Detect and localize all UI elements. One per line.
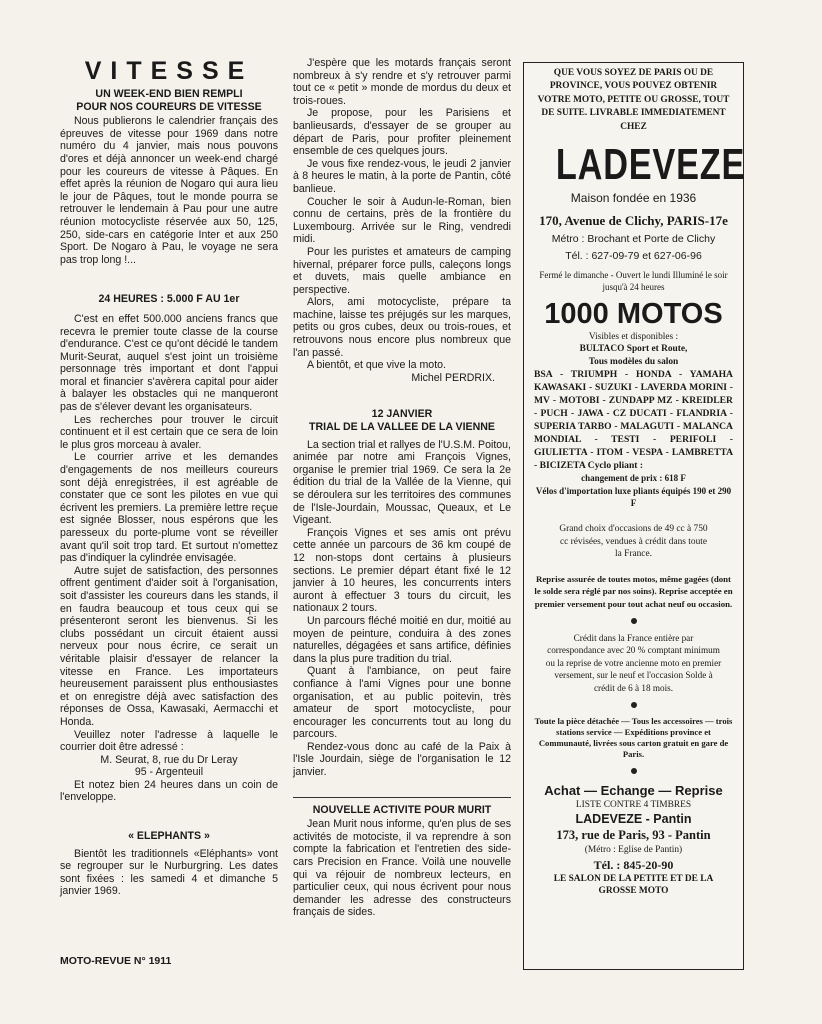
paragraph: La section trial et rallyes de l'U.S.M. Poitou, animée par notre ami François Vignes, organise le premier trial 1969. Ce sera la 2e édition du trial de la Vallée de la Vienne, qui se déroulera sur les territoires des communes de l'Isle-Jourdain, Moussac, Queaux, et Le Vigeant. <box>293 438 511 527</box>
paragraph: Pour les puristes et amateurs de camping hivernal, préparer force pulls, caleçons longs et duvets, mais quelle ambiance en perspective. <box>293 245 511 296</box>
paragraph: Jean Murit nous informe, qu'en plus de ses activités de motociste, il va reprendre à son compte la fabrication et l'entretien des side-cars Precision en France. Voilà une nouvelle qui va réjouir de nombreux lecteurs, en particulier ceux, qui nous écrivent pour nous demander les adresse des constructeurs français de sides. <box>293 818 511 919</box>
ad-brand-logo: LADEVEZE <box>555 140 746 190</box>
paragraph: François Vignes et ses amis ont prévu cette année un parcours de 36 km coupé de 12 non-stops dont certains à plusieurs sections. Le premier départ étant fixé le 12 janvier à 10 heures, les concurrents inters auront à effectuer 3 tours du circuit, les nationaux 2 tours. <box>293 526 511 615</box>
subheading-date: 12 JANVIER <box>371 408 433 421</box>
ad-pantin-address: 173, rue de Paris, 93 - Pantin <box>556 828 711 843</box>
ad-visible: Visibles et disponibles : <box>588 332 679 343</box>
ad-buy-exchange: Achat — Echange — Reprise <box>544 782 723 798</box>
ad-parts: Toute la pièce détachée — Tous les accessoires — trois stations service — Expéditions province et Communauté, livrées sous carton gratuit en gare de Paris. <box>534 715 733 759</box>
ad-founded: Maison fondée en 1936 <box>570 191 697 206</box>
ad-list: LISTE CONTRE 4 TIMBRES <box>575 799 692 810</box>
ad-bicycles: Vélos d'importation luxe pliants équipés 190 et 290 F <box>535 485 732 509</box>
ad-big-headline: 1000 MOTOS <box>544 298 723 331</box>
paragraph: Alors, ami motocycliste, prépare ta machine, laisse tes préjugés sur les marques, petits ou gros cubes, deux ou trois-roues, et retrouvons nous encore plus nombreux que l'an passé. <box>293 296 511 359</box>
paragraph: Rendez-vous donc au café de la Paix à l'Isle Jourdain, siège de l'organisation le 12 janvier. <box>293 740 511 779</box>
divider <box>293 797 511 798</box>
paragraph: A bientôt, et que vive la moto. <box>307 359 446 372</box>
headline: UN WEEK-END BIEN REMPLI <box>95 88 243 100</box>
article-column-2 <box>293 0 511 919</box>
subheading-trial: TRIAL DE LA VALLEE DE LA VIENNE <box>309 421 495 434</box>
ad-address: 170, Avenue de Clichy, PARIS-17e <box>539 213 728 229</box>
address-line: 95 - Argenteuil <box>134 766 204 779</box>
ad-brand-list: BSA - TRIUMPH - HONDA - YAMAHA KAWASAKI - SUZUKI - LAVERDA MORINI - MV - MOTOBI - ZUNDAPP MZ - KREIDLER - PUCH - JAWA - CZ DUCATI - FLANDRIA - SUPERIA TARBO - MALAGUTI - MALANCA MONDIAL - TESTI - PERIFOLI - GIULIETTA - ITOM - VESPA - LAMBRETTA - BICIZETA Cyclo pliant : <box>534 369 733 472</box>
paragraph: J'espère que les motards français seront nombreux à s'y rendre et s'y retrouver parmi tout ce « petit » monde de mordus du deux et trois-roues. <box>293 57 511 107</box>
ladeveze-advertisement <box>523 62 744 970</box>
ad-pantin-metro: (Métro : Eglise de Pantin) <box>584 845 683 856</box>
ad-intro: QUE VOUS SOYEZ DE PARIS OU DE PROVINCE, VOUS POUVEZ OBTENIR VOTRE MOTO, PETITE OU GROSSE, TOUT DE SUITE. LIVRABLE IMMEDIATEMENT CHEZ <box>537 68 730 132</box>
subheading-elephants: « ELEPHANTS » <box>128 830 210 843</box>
address-line: M. Seurat, 8, rue du Dr Leray <box>100 753 238 766</box>
paragraph: Je vous fixe rendez-vous, le jeudi 2 janvier à 8 heures le matin, à la porte de Pantin, côté banlieue. <box>293 157 511 195</box>
paragraph: Je propose, pour les Parisiens et banlieusards, d'essayer de se grouper au départ de Paris, pour profiter pleinement ensemble de ces quelques jours. <box>293 107 511 158</box>
ad-metro: Métro : Brochant et Porte de Clichy <box>551 233 716 246</box>
ad-trade-in: Reprise assurée de toutes motos, même gagées (dont le solde sera réglé par nos soins). Reprise acceptée en premier versement pour tout achat neuf ou occasion. <box>534 573 733 609</box>
ad-slogan: LE SALON DE LA PETITE ET DE LA GROSSE MOTO <box>553 873 714 897</box>
page-footer: MOTO-REVUE N° 1911 <box>60 955 172 967</box>
paragraph: Le courrier arrive et les demandes d'engagements de nos meilleurs coureurs sont déjà enregistrées, il est agréable de constater que ce sont les pilotes en vue qui écrivent les premiers. La première lettre reçue est signée Blosser, nous espérons que les paresseux du porte-plume vont se réveiller avant qu'il soit trop tard. Et surtout n'omettez pas d'indiquer la cylindrée envisagée. <box>60 451 278 565</box>
ad-salon: Tous modèles du salon <box>588 356 679 367</box>
ad-brands-bultaco: BULTACO Sport et Route, <box>579 344 688 355</box>
ad-pantin-brand: LADEVEZE - Pantin <box>575 812 692 827</box>
paragraph: Les recherches pour trouver le circuit continuent et il est certain que ce sera de loin le plus gros morceau à avaler. <box>60 413 278 451</box>
paragraph: Bientôt les traditionnels «Eléphants» vont se regrouper sur le Nurburgring. Les dates sont fixées : les samedi 4 et dimanche 5 janvier 1969. <box>60 847 278 898</box>
subheadline: POUR NOS COUREURS DE VITESSE <box>76 100 262 113</box>
ad-price-change: changement de prix : 618 F <box>581 473 686 484</box>
paragraph: Autre sujet de satisfaction, des personnes offrent gentiment d'aider soit à l'organisation, soit d'assister les coureurs dans les stands, il en faudra beaucoup et tous ceux qui se présenteront seront les bienvenus. Si les clubs possédant un circuit étaient aussi nerveux pour nous écrire, ce serait un véritable plaisir d'essayer de relancer la vitesse en France. Les importateurs heureusement paraissent plus enthousiastes et on enregistre déjà avec satisfaction des réponses de Ossa, Kawasaki, Aermacchi et Honda. <box>60 564 278 728</box>
ad-used-bikes: Grand choix d'occasions de 49 cc à 750 cc révisées, vendues à crédit dans toute la France. <box>559 524 708 560</box>
paragraph: Un parcours fléché moitié en dur, moitié au moyen de peinture, conduira à des zones naturelles, dégagées et sans artifice, définies dans la plus pure tradition du trial. <box>293 614 511 665</box>
ad-hours: Fermé le dimanche - Ouvert le lundi Illuminé le soir jusqu'à 24 heures <box>539 270 728 293</box>
ad-phone: Tél. : 627-09-79 et 627-06-96 <box>565 250 702 263</box>
paragraph: Veuillez noter l'adresse à laquelle le courrier doit être adressé : <box>60 728 278 754</box>
section-title: VITESSE <box>84 57 254 85</box>
paragraph: Nous publierons le calendrier français des épreuves de vitesse pour 1969 dans notre numéro du 4 janvier, mais nous pouvons d'ores et déjà annoncer un week-end chargé pour les coureurs de vitesse à Pâques. En effet après la réunion de Nogaro qui aura lieu le jour de Pâques, tout le monde pourra se retrouver le lendemain à Pau pour une autre réunion motocycliste réservée aux 50, 125, 250, side-cars en catégorie Inter et aux 250 Sport. De Nogaro à Pau, le voyage ne sera pas trop long !... <box>60 115 278 266</box>
bullet-dot <box>631 768 637 774</box>
paragraph: Et notez bien 24 heures dans un coin de l'enveloppe. <box>60 778 278 804</box>
bullet-dot <box>631 702 637 708</box>
author-signature: Michel PERDRIX. <box>411 371 495 384</box>
subheading-murit: NOUVELLE ACTIVITE POUR MURIT <box>312 803 492 816</box>
ad-pantin-phone: Tél. : 845-20-90 <box>593 857 674 872</box>
paragraph: Coucher le soir à Audun-le-Roman, bien connu de certains, près de la frontière du Luxembourg. Arrivée sur le Ring, vendredi midi. <box>293 195 511 246</box>
paragraph: Quant à l'ambiance, on peut faire confiance à l'ami Vignes pour une bonne organisation, et au public poitevin, très amateur de sport motocycliste, pour encourager les concurrents tout au long du parcours. <box>293 665 511 741</box>
bullet-dot <box>631 618 637 624</box>
article-column-1 <box>60 0 278 898</box>
ad-credit: Crédit dans la France entière par correspondance avec 20 % comptant minimum ou la reprise de votre ancienne moto en premier versement, sur le neuf et l'occasion Solde à crédit de 6 à 18 mois. <box>545 632 722 693</box>
paragraph: C'est en effet 500.000 anciens francs que recevra le premier toute classe de la course d'endurance. C'est ce qu'ont décidé le tandem Murit-Seurat, auquel s'est joint un troisième personnage très important et dont l'appui moral et financier s'avèrera capital pour aider à balayer les obstacles qui ne manqueront pas de s'élever devant les organisateurs. <box>60 312 278 414</box>
subheading-24-heures: 24 HEURES : 5.000 F AU 1er <box>98 293 240 306</box>
